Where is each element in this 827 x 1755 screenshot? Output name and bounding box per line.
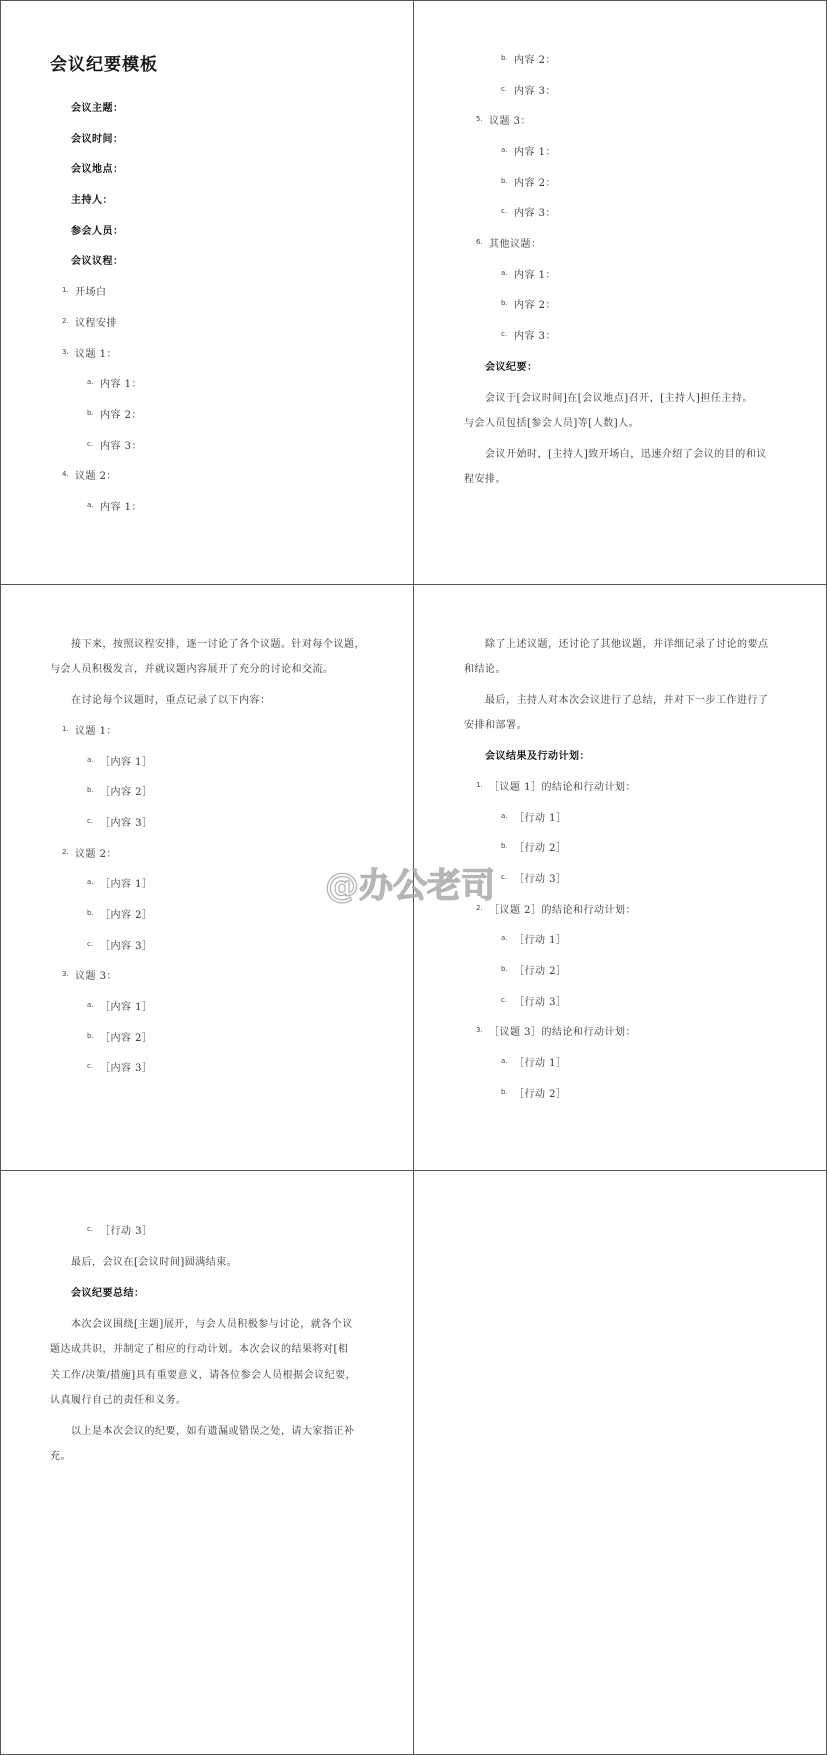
list-marker: 1.: [62, 286, 69, 294]
document-title: 会议纪要模板: [50, 55, 158, 75]
paragraph-line: 会议开始时，[主持人]致开场白，迅速介绍了会议的目的和议: [485, 449, 767, 460]
list-item: ［行动 2］: [514, 1089, 567, 1100]
list-marker: c.: [87, 1062, 94, 1070]
list-marker: c.: [501, 85, 508, 93]
list-item: ［议题 2］的结论和行动计划：: [489, 905, 637, 916]
page-6-blank: [414, 1171, 827, 1755]
list-marker: a.: [501, 934, 508, 942]
field-location: 会议地点：: [71, 164, 124, 175]
list-item: ［内容 1］: [100, 757, 153, 768]
list-item: 内容 3：: [100, 441, 143, 452]
watermark-text: @办公老司: [325, 866, 495, 906]
list-item: 议题 1：: [75, 726, 118, 737]
list-marker: b.: [87, 909, 94, 917]
paragraph-line: 与会人员包括[参会人员]等[人数]人。: [464, 418, 640, 429]
list-item: ［内容 3］: [100, 818, 153, 829]
results-heading: 会议结果及行动计划：: [485, 751, 590, 762]
minutes-heading: 会议纪要：: [485, 362, 538, 373]
page-2: [414, 0, 827, 584]
list-item: 内容 2：: [514, 178, 557, 189]
list-marker: 1.: [476, 781, 483, 789]
list-marker: a.: [87, 1001, 94, 1009]
list-marker: 3.: [62, 970, 69, 978]
page-1: [0, 0, 413, 584]
list-marker: b.: [501, 1088, 508, 1096]
list-item: 内容 1：: [100, 502, 143, 513]
field-host: 主持人：: [71, 195, 113, 206]
list-item: 其他议题：: [489, 239, 542, 250]
paragraph-line: 最后，会议在[会议时间]圆满结束。: [71, 1257, 238, 1268]
list-marker: a.: [87, 756, 94, 764]
list-marker: 4.: [62, 470, 69, 478]
list-item: 内容 3：: [514, 86, 557, 97]
list-marker: c.: [87, 940, 94, 948]
list-item: ［行动 1］: [514, 1058, 567, 1069]
list-marker: c.: [501, 207, 508, 215]
list-marker: b.: [87, 786, 94, 794]
list-marker: c.: [87, 440, 94, 448]
list-item: 议题 3：: [75, 971, 118, 982]
list-item: ［内容 3］: [100, 941, 153, 952]
paragraph-line: 认真履行自己的责任和义务。: [50, 1395, 187, 1406]
paragraph-line: 在讨论每个议题时，重点记录了以下内容：: [71, 695, 271, 706]
list-marker: a.: [501, 146, 508, 154]
list-marker: b.: [501, 177, 508, 185]
list-marker: b.: [501, 54, 508, 62]
list-item: 内容 2：: [514, 300, 557, 311]
list-item: ［行动 1］: [514, 935, 567, 946]
list-marker: c.: [87, 817, 94, 825]
list-marker: b.: [87, 1032, 94, 1040]
list-marker: b.: [501, 299, 508, 307]
paragraph-line: 与会人员积极发言，并就议题内容展开了充分的讨论和交流。: [50, 664, 334, 675]
list-item: 内容 1：: [514, 147, 557, 158]
list-item: 议题 2：: [75, 849, 118, 860]
list-marker: 5.: [476, 115, 483, 123]
list-marker: b.: [501, 842, 508, 850]
list-item: ［行动 3］: [100, 1226, 153, 1237]
list-marker: c.: [501, 996, 508, 1004]
list-marker: a.: [87, 378, 94, 386]
list-marker: c.: [501, 873, 508, 881]
list-item: ［议题 3］的结论和行动计划：: [489, 1027, 637, 1038]
list-marker: a.: [501, 269, 508, 277]
paragraph-line: 除了上述议题，还讨论了其他议题，并详细记录了讨论的要点: [485, 639, 769, 650]
list-marker: a.: [87, 501, 94, 509]
list-item: ［内容 2］: [100, 1033, 153, 1044]
paragraph-line: 最后，主持人对本次会议进行了总结，并对下一步工作进行了: [485, 695, 769, 706]
page-5: [0, 1171, 413, 1755]
list-item: 开场白: [75, 287, 107, 298]
list-item: ［行动 3］: [514, 997, 567, 1008]
watermark: [325, 858, 508, 906]
paragraph-line: 程安排。: [464, 474, 506, 485]
list-marker: a.: [87, 878, 94, 886]
paragraph-line: 本次会议围绕[主题]展开，与会人员积极参与讨论，就各个议: [71, 1319, 353, 1330]
list-item: 议程安排: [75, 318, 117, 329]
list-marker: a.: [501, 812, 508, 820]
list-item: ［行动 2］: [514, 966, 567, 977]
list-marker: b.: [501, 965, 508, 973]
paragraph-line: 和结论。: [464, 664, 506, 675]
list-item: ［行动 2］: [514, 843, 567, 854]
field-attendees: 参会人员：: [71, 226, 124, 237]
list-item: 内容 1：: [100, 379, 143, 390]
list-item: ［内容 2］: [100, 787, 153, 798]
list-item: ［议题 1］的结论和行动计划：: [489, 782, 637, 793]
paragraph-line: 接下来，按照议程安排，逐一讨论了各个议题。针对每个议题，: [71, 639, 365, 650]
list-marker: 6.: [476, 238, 483, 246]
list-marker: 2.: [62, 317, 69, 325]
list-item: 议题 3：: [489, 116, 532, 127]
paragraph-line: 安排和部署。: [464, 720, 527, 731]
paragraph-line: 关工作/决策/措施]具有重要意义，请各位参会人员根据会议纪要，: [50, 1370, 357, 1381]
list-item: ［内容 1］: [100, 879, 153, 890]
list-marker: c.: [501, 330, 508, 338]
list-item: ［内容 1］: [100, 1002, 153, 1013]
paragraph-line: 会议于[会议时间]在[会议地点]召开，[主持人]担任主持。: [485, 393, 753, 404]
list-item: ［行动 3］: [514, 874, 567, 885]
field-time: 会议时间：: [71, 134, 124, 145]
list-marker: a.: [501, 1057, 508, 1065]
list-item: 内容 2：: [100, 410, 143, 421]
list-item: 内容 3：: [514, 208, 557, 219]
list-item: ［内容 2］: [100, 910, 153, 921]
list-marker: c.: [87, 1225, 94, 1233]
list-marker: 3.: [476, 1026, 483, 1034]
summary-heading: 会议纪要总结：: [71, 1288, 145, 1299]
list-item: 议题 2：: [75, 471, 118, 482]
list-marker: b.: [87, 409, 94, 417]
list-item: 内容 1：: [514, 270, 557, 281]
list-item: 内容 3：: [514, 331, 557, 342]
list-marker: 2.: [62, 848, 69, 856]
list-item: ［行动 1］: [514, 813, 567, 824]
list-marker: 2.: [476, 904, 483, 912]
list-item: ［内容 3］: [100, 1063, 153, 1074]
field-topic: 会议主题：: [71, 103, 124, 114]
paragraph-line: 题达成共识，并制定了相应的行动计划。本次会议的结果将对[相: [50, 1344, 349, 1355]
paragraph-line: 充。: [50, 1451, 71, 1462]
list-marker: 3.: [62, 348, 69, 356]
field-agenda: 会议议程：: [71, 256, 124, 267]
paragraph-line: 以上是本次会议的纪要，如有遗漏或错误之处，请大家指正补: [71, 1426, 355, 1437]
list-item: 内容 2：: [514, 55, 557, 66]
list-marker: 1.: [62, 725, 69, 733]
list-item: 议题 1：: [75, 349, 118, 360]
